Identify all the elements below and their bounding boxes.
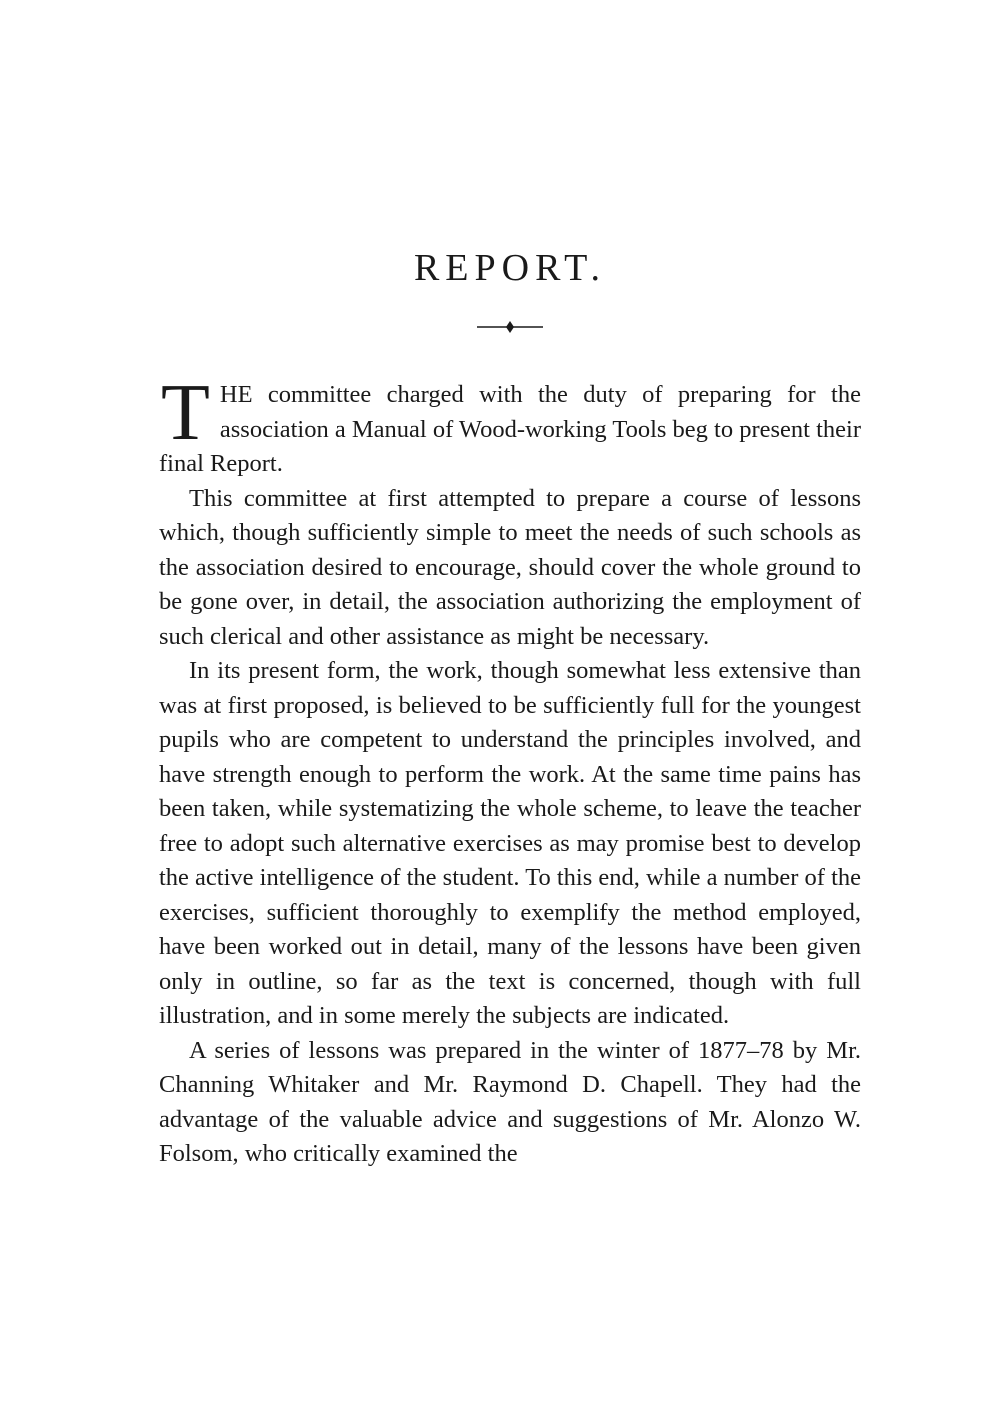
paragraph-text: This committee at first attempted to prepare a course of lessons which, though sufficiently simple to meet the needs of such schools as the association desired to encourage, should cover the whole ground to be gone over, in detail, the association authorizing the employment of such clerical and other assistance as might be necessary. <box>159 484 861 650</box>
paragraph-1 <box>159 369 862 482</box>
paragraph-text: A series of lessons was prepared in the winter of 1877–78 by Mr. Channing Whitaker and Mr. Raymond D. Chapell. They had the advantage of the valuable advice and suggestions of Mr. Alonzo W. Folsom, who critically examined the <box>159 1036 861 1167</box>
paragraph-4 <box>159 1034 861 1172</box>
report-body <box>159 369 862 1172</box>
title-ornament <box>475 320 545 334</box>
drop-cap: T <box>161 369 210 457</box>
page-title: REPORT. <box>413 247 607 289</box>
paragraph-lead: HE <box>219 381 253 408</box>
paragraph-2 <box>159 482 861 655</box>
paragraph-text: committee charged with the duty of preparing for the association a Manual of Wood-working Tools beg to present their final Report. <box>159 381 862 477</box>
paragraph-text: In its present form, the work, though somewhat less extensive than was at first proposed, is believed to be sufficiently full for the youngest pupils who are competent to understand the principles involved, and have strength enough to perform the work. At the same time pains has been taken, while systematizing the whole scheme, to leave the teacher free to adopt such alternative exercises as may promise best to develop the active intelligence of the student. To this end, while a number of the exercises, sufficient thoroughly to exemplify the method employed, have been worked out in detail, many of the lessons have been given only in outline, so far as the text is concerned, though with full illustration, and in some merely the subjects are indicated. <box>159 657 862 1029</box>
paragraph-3 <box>159 654 861 1034</box>
